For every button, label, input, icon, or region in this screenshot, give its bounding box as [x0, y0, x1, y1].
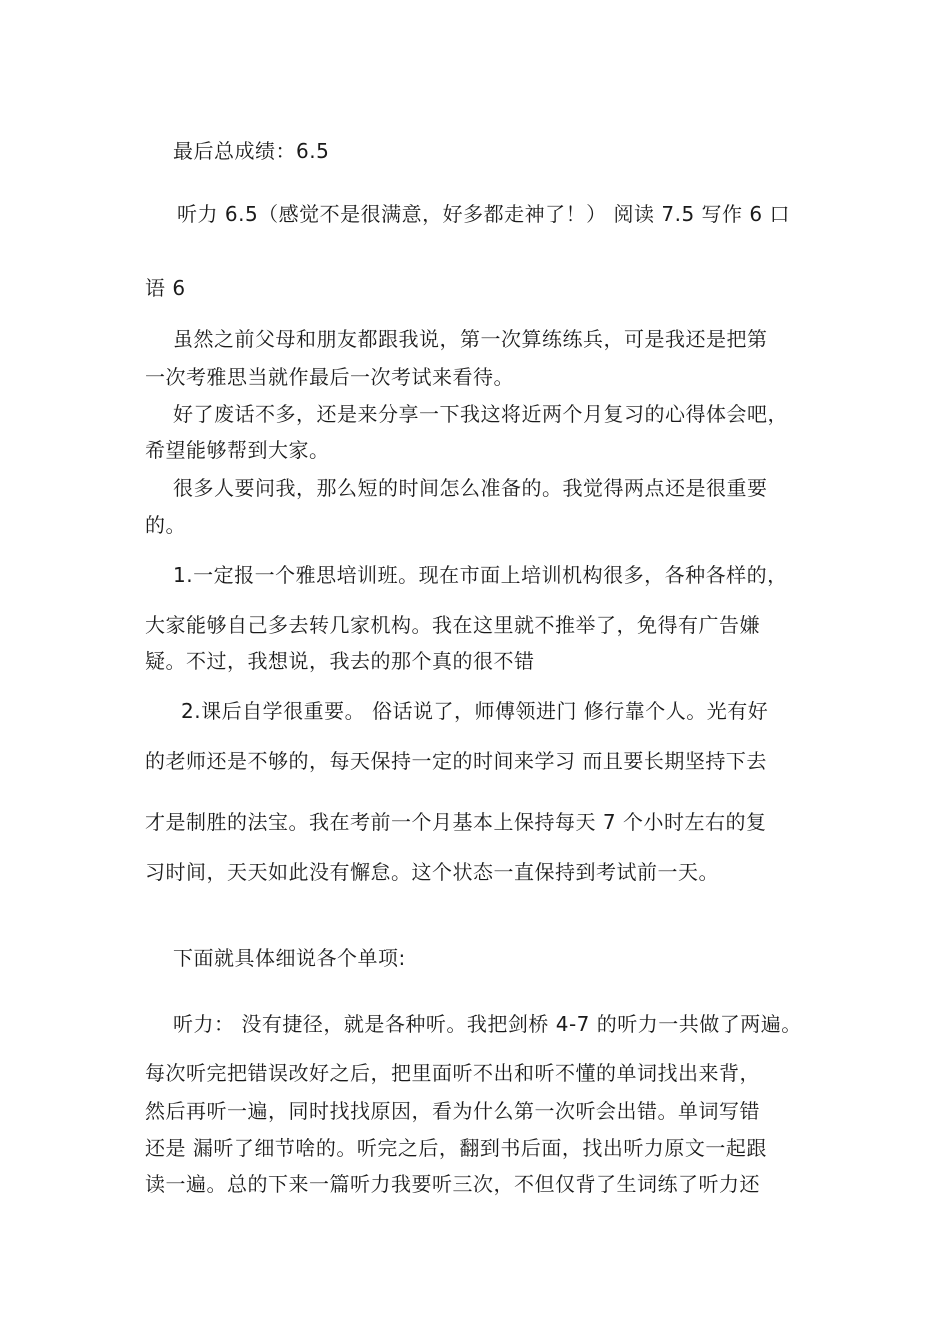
paragraph-line: 虽然之前父母和朋友都跟我说，第一次算练练兵，可是我还是把第 — [173, 327, 768, 351]
paragraph-line: 希望能够帮到大家。 — [145, 438, 330, 462]
listening-line: 听力： 没有捷径，就是各种听。我把剑桥 4-7 的听力一共做了两遍。 — [173, 1012, 802, 1036]
point-one-line: 疑。不过，我想说，我去的那个真的很不错 — [145, 649, 535, 673]
point-two-line: 2.课后自学很重要。 俗话说了，师傅领进门 修行靠个人。光有好 — [181, 699, 769, 723]
paragraph-line: 很多人要问我，那么短的时间怎么准备的。我觉得两点还是很重要 — [173, 476, 768, 500]
sub-scores-line: 听力 6.5（感觉不是很满意，好多都走神了！） 阅读 7.5 写作 6 口 — [177, 202, 790, 226]
listening-line: 还是 漏听了细节啥的。听完之后，翻到书后面，找出听力原文一起跟 — [145, 1136, 767, 1160]
sub-scores-line-cont: 语 6 — [145, 276, 186, 300]
point-one-line: 1.一定报一个雅思培训班。现在市面上培训机构很多，各种各样的， — [173, 563, 788, 587]
paragraph-line: 的。 — [145, 513, 186, 537]
section-heading: 下面就具体细说各个单项: — [173, 946, 406, 970]
point-one-line: 大家能够自己多去转几家机构。我在这里就不推举了，免得有广告嫌 — [145, 613, 760, 637]
point-two-line: 习时间，天天如此没有懈怠。这个状态一直保持到考试前一天。 — [145, 860, 719, 884]
listening-line: 然后再听一遍，同时找找原因，看为什么第一次听会出错。单词写错 — [145, 1099, 760, 1123]
final-score-line: 最后总成绩：6.5 — [173, 139, 330, 163]
point-two-line: 的老师还是不够的，每天保持一定的时间来学习 而且要长期坚持下去 — [145, 749, 767, 773]
paragraph-line: 好了废话不多，还是来分享一下我这将近两个月复习的心得体会吧， — [173, 402, 788, 426]
listening-line: 每次听完把错误改好之后，把里面听不出和听不懂的单词找出来背， — [145, 1061, 760, 1085]
paragraph-line: 一次考雅思当就作最后一次考试来看待。 — [145, 365, 514, 389]
point-two-line: 才是制胜的法宝。我在考前一个月基本上保持每天 7 个小时左右的复 — [145, 810, 767, 834]
listening-line: 读一遍。总的下来一篇听力我要听三次，不但仅背了生词练了听力还 — [145, 1172, 760, 1196]
